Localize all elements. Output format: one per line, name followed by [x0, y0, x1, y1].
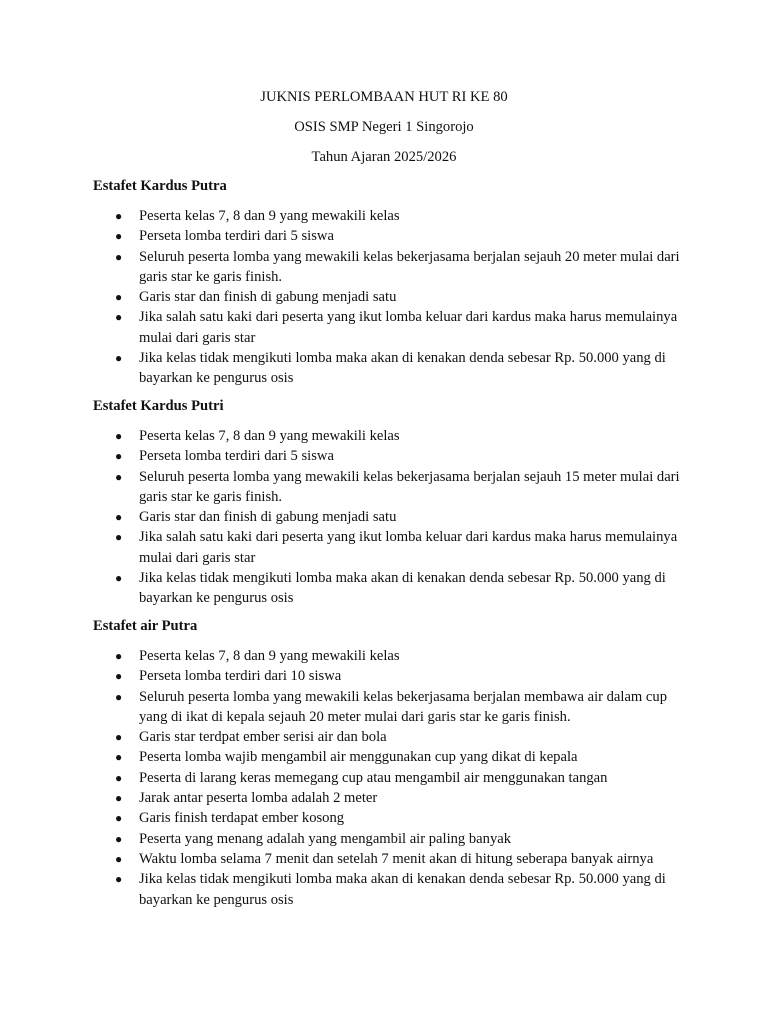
bullet-icon: ● [115, 750, 123, 765]
list-item-text: Garis star terdpat ember serisi air dan bola [139, 729, 387, 746]
list-item [93, 307, 684, 348]
list-item-text: Peserta yang menang adalah yang mengambil air paling banyak [139, 830, 512, 847]
list-item [93, 226, 684, 246]
list-item [93, 247, 684, 288]
bullet-icon: ● [115, 571, 123, 586]
list-item-text: Garis star dan finish di gabung menjadi satu [139, 289, 397, 306]
list-item-text: Waktu lomba selama 7 menit dan setelah 7 menit akan di hitung seberapa banyak airnya [139, 850, 654, 867]
section-title: Estafet air Putra [93, 618, 198, 634]
rules-list [93, 426, 693, 609]
list-item [93, 788, 684, 808]
list-item [93, 446, 684, 466]
list-item-text: Peserta kelas 7, 8 dan 9 yang mewakili kelas [139, 648, 400, 664]
section-estafet-kardus-putra [93, 176, 693, 389]
list-item-text: Peserta lomba wajib mengambil air menggunakan cup yang dikat di kepala [139, 749, 578, 766]
list-item [93, 646, 684, 666]
list-item [93, 687, 684, 728]
section-estafet-kardus-putri [93, 396, 693, 609]
bullet-icon: ● [115, 351, 123, 366]
school-name: OSIS SMP Negeri 1 Singorojo [294, 119, 474, 135]
bullet-icon: ● [115, 770, 123, 785]
bullet-icon: ● [115, 872, 123, 887]
bullet-icon: ● [115, 649, 123, 663]
list-item-text: Jika kelas tidak mengikuti lomba maka akan di kenakan denda sebesar Rp. 50.000 yang di bayarkan ke pengurus osis [139, 350, 666, 387]
list-item-text: Jarak antar peserta lomba adalah 2 meter [139, 790, 378, 807]
list-item [93, 426, 684, 446]
list-item [93, 467, 684, 508]
list-item [93, 849, 684, 869]
list-item-text: Seluruh peserta lomba yang mewakili kelas bekerjasama berjalan sejauh 20 meter mulai dari garis star ke garis finish. [139, 248, 680, 285]
bullet-icon: ● [115, 831, 123, 846]
list-item-text: Perseta lomba terdiri dari 5 siswa [139, 228, 334, 245]
list-item-text: Perseta lomba terdiri dari 5 siswa [139, 448, 334, 465]
bullet-icon: ● [115, 689, 123, 704]
list-item [93, 507, 684, 527]
list-item [93, 527, 684, 568]
list-item [93, 808, 684, 828]
bullet-icon: ● [115, 229, 123, 244]
list-item-text: Peserta di larang keras memegang cup atau mengambil air menggunakan tangan [139, 769, 608, 786]
rules-list [93, 646, 693, 910]
list-item [93, 287, 684, 307]
rules-list [93, 206, 693, 389]
list-item-text: Jika salah satu kaki dari peserta yang ikut lomba keluar dari kardus maka harus memulainya mulai dari garis star [139, 309, 678, 346]
bullet-icon: ● [115, 449, 123, 464]
list-item-text: Seluruh peserta lomba yang mewakili kelas bekerjasama berjalan sejauh 15 meter mulai dari garis star ke garis finish. [139, 468, 680, 505]
bullet-icon: ● [115, 249, 123, 264]
list-item-text: Garis star dan finish di gabung menjadi satu [139, 509, 397, 526]
list-item [93, 568, 684, 609]
bullet-icon: ● [115, 209, 123, 223]
list-item-text: Peserta kelas 7, 8 dan 9 yang mewakili kelas [139, 208, 400, 224]
bullet-icon: ● [115, 510, 123, 525]
list-item-text: Jika kelas tidak mengikuti lomba maka akan di kenakan denda sebesar Rp. 50.000 yang di bayarkan ke pengurus osis [139, 871, 666, 908]
list-item-text: Peserta kelas 7, 8 dan 9 yang mewakili kelas [139, 428, 400, 444]
list-item-text: Perseta lomba terdiri dari 10 siswa [139, 668, 342, 685]
section-estafet-air-putra [93, 616, 693, 910]
list-item [93, 747, 684, 767]
academic-year: Tahun Ajaran 2025/2026 [311, 149, 457, 165]
list-item [93, 206, 684, 226]
bullet-icon: ● [115, 851, 123, 866]
bullet-icon: ● [115, 791, 123, 806]
bullet-icon: ● [115, 469, 123, 484]
section-title: Estafet Kardus Putra [93, 178, 227, 194]
bullet-icon: ● [115, 811, 123, 826]
bullet-icon: ● [115, 429, 123, 443]
section-title: Estafet Kardus Putri [93, 398, 224, 414]
list-item [93, 727, 684, 747]
bullet-icon: ● [115, 669, 123, 684]
list-item [93, 829, 684, 849]
list-item [93, 348, 684, 389]
list-item-text: Jika salah satu kaki dari peserta yang ikut lomba keluar dari kardus maka harus memulainya mulai dari garis star [139, 529, 678, 566]
bullet-icon: ● [115, 730, 123, 745]
bullet-icon: ● [115, 530, 123, 545]
list-item [93, 666, 684, 686]
bullet-icon: ● [115, 310, 123, 325]
list-item-text: Garis finish terdapat ember kosong [139, 810, 345, 827]
list-item-text: Seluruh peserta lomba yang mewakili kelas bekerjasama berjalan membawa air dalam cup yang di ikat di kepala sejauh 20 meter mulai dari garis star ke garis finish. [139, 688, 668, 725]
document-title: JUKNIS PERLOMBAAN HUT RI KE 80 [260, 89, 508, 105]
list-item-text: Jika kelas tidak mengikuti lomba maka akan di kenakan denda sebesar Rp. 50.000 yang di bayarkan ke pengurus osis [139, 570, 666, 607]
list-item [93, 768, 684, 788]
list-item [93, 869, 684, 910]
bullet-icon: ● [115, 290, 123, 305]
